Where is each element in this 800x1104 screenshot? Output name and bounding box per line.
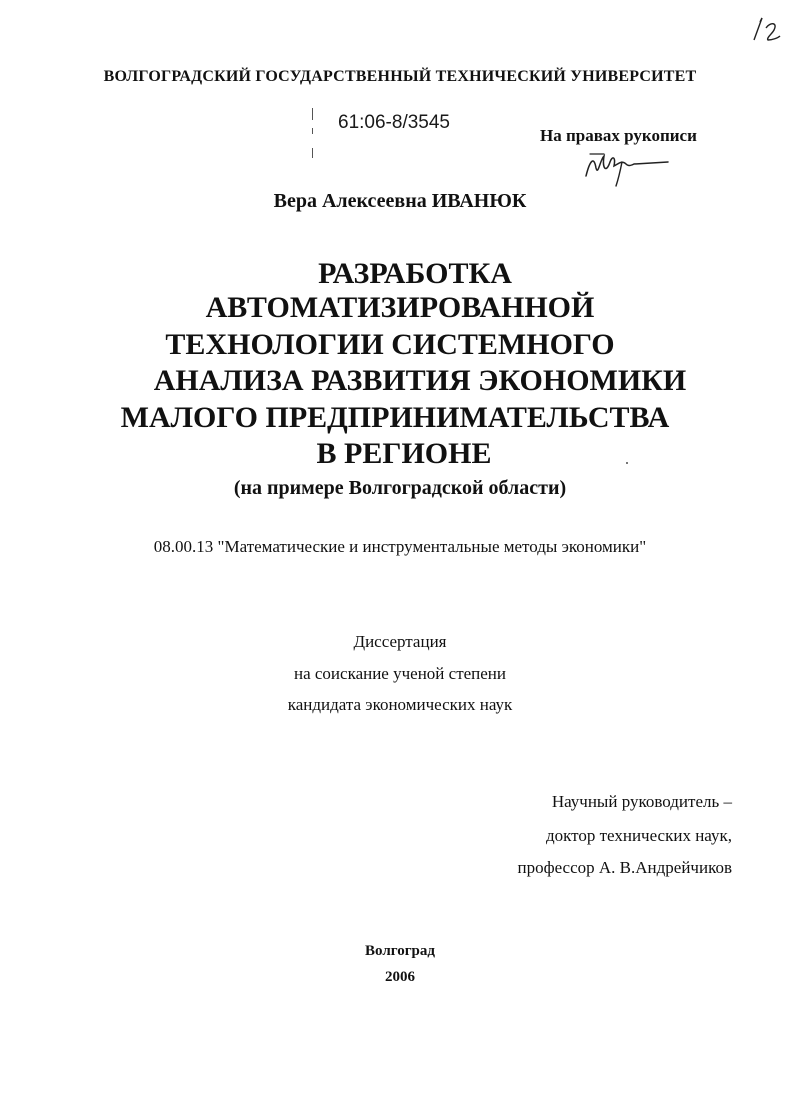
advisor-role: Научный руководитель – [551, 792, 732, 811]
thesis-degree-line: кандидата экономических наук [287, 695, 513, 714]
author-name: Вера Алексеевна ИВАНЮК [273, 190, 527, 212]
specialty-code: 08.00.13 "Математические и инструментальные методы экономики" [153, 537, 647, 556]
scan-speck [626, 462, 628, 464]
university-name: ВОЛГОГРАДСКИЙ ГОСУДАРСТВЕННЫЙ ТЕХНИЧЕСКИЙ УНИВЕРСИТЕТ [103, 68, 697, 85]
advisor-name: профессор А. В.Андрейчиков [517, 858, 732, 877]
title-line: МАЛОГО ПРЕДПРИНИМАТЕЛЬСТВА [120, 401, 670, 434]
corner-page-mark [748, 14, 784, 49]
title-line: ТЕХНОЛОГИИ СИСТЕМНОГО [165, 328, 615, 361]
handwritten-signature [582, 146, 672, 195]
catalog-number: 61:06-8/3545 [338, 112, 450, 133]
title-line: АВТОМАТИЗИРОВАННОЙ [205, 291, 595, 324]
thesis-type: Диссертация [353, 632, 447, 651]
thesis-degree-line: на соискание ученой степени [293, 664, 507, 683]
signature-icon [582, 146, 672, 190]
year: 2006 [385, 969, 415, 985]
corner-mark-handwriting [748, 14, 784, 44]
title-line: В РЕГИОНЕ [316, 437, 492, 470]
city: Волгоград [365, 943, 435, 959]
advisor-degree: доктор технических наук, [545, 826, 732, 845]
subtitle: (на примере Волгоградской области) [233, 477, 567, 499]
scan-mark [312, 128, 313, 134]
scan-mark [312, 148, 313, 158]
scan-mark [312, 108, 313, 120]
title-line: РАЗРАБОТКА [318, 257, 512, 290]
rights-notice: На правах рукописи [540, 126, 697, 145]
title-line: АНАЛИЗА РАЗВИТИЯ ЭКОНОМИКИ [153, 364, 687, 397]
